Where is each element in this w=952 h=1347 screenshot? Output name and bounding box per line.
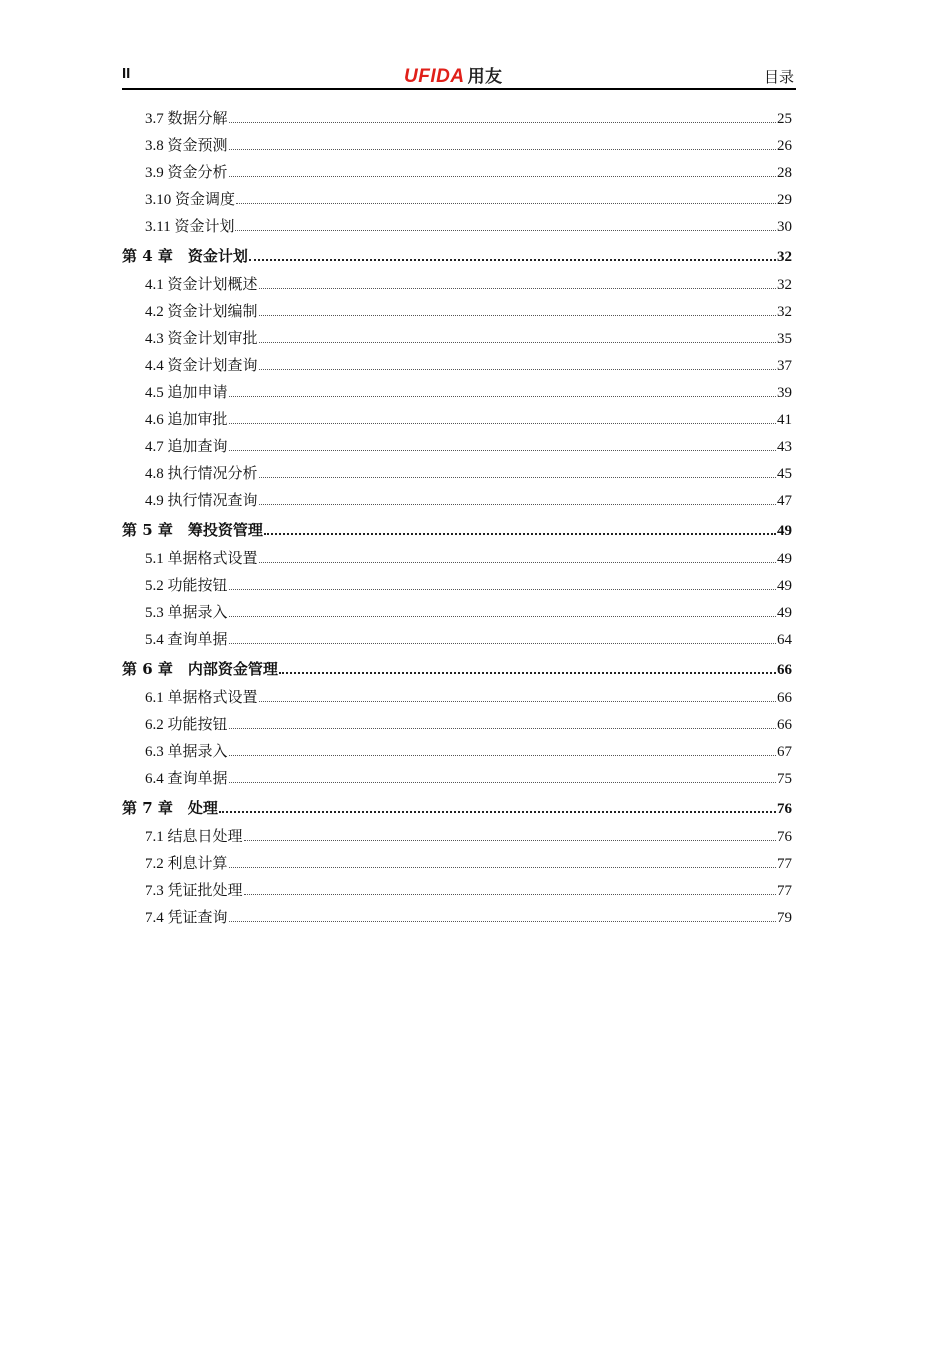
- toc-entry[interactable]: [122, 461, 792, 488]
- dot-leader: [235, 230, 776, 231]
- toc-entry[interactable]: [122, 326, 792, 353]
- toc-entry-title: 4.1 资金计划概述: [145, 277, 258, 293]
- dot-leader: [229, 396, 776, 397]
- toc-entry-title: 4.9 执行情况查询: [145, 493, 258, 509]
- dot-leader: [229, 755, 776, 756]
- toc-entry-page: 49: [777, 605, 792, 621]
- dot-leader: [236, 203, 776, 204]
- toc-entry-page: 79: [777, 910, 792, 926]
- toc-entry[interactable]: [122, 712, 792, 739]
- dot-leader: [279, 672, 776, 674]
- dot-leader: [229, 149, 776, 150]
- toc-entry-page: 37: [777, 358, 792, 374]
- toc-entry[interactable]: [122, 627, 792, 654]
- toc-entry-title: 4.8 执行情况分析: [145, 466, 258, 482]
- toc-entry-title: 3.7 数据分解: [145, 111, 228, 127]
- toc-entry-title: 6.1 单据格式设置: [145, 690, 258, 706]
- toc-entry-page: 43: [777, 439, 792, 455]
- toc-entry-title: 4.2 资金计划编制: [145, 304, 258, 320]
- toc-entry-title: 7.4 凭证查询: [145, 910, 228, 926]
- ufida-logo: [404, 62, 503, 88]
- toc-entry-title: 4.3 资金计划审批: [145, 331, 258, 347]
- toc-entry-title: 4.5 追加申请: [145, 385, 228, 401]
- toc-entry[interactable]: [122, 407, 792, 434]
- toc-entry[interactable]: [122, 380, 792, 407]
- toc-entry-page: 77: [777, 856, 792, 872]
- toc-entry-title: 第 6 章 内部资金管理: [122, 660, 278, 678]
- dot-leader: [259, 504, 776, 505]
- toc-entry-page: 39: [777, 385, 792, 401]
- dot-leader: [229, 643, 776, 644]
- toc-entry-page: 32: [777, 304, 792, 320]
- dot-leader: [229, 728, 776, 729]
- toc-entry-page: 76: [777, 829, 792, 845]
- toc-entry[interactable]: [122, 353, 792, 380]
- toc-entry-page: 47: [777, 493, 792, 509]
- toc-entry-title: 5.2 功能按钮: [145, 578, 228, 594]
- dot-leader: [219, 811, 776, 813]
- logo-cn: 用友: [467, 67, 503, 87]
- dot-leader: [259, 288, 776, 289]
- dot-leader: [259, 342, 776, 343]
- dot-leader: [259, 315, 776, 316]
- toc-entry-page: 66: [777, 717, 792, 733]
- toc-entry-title: 5.4 查询单据: [145, 632, 228, 648]
- dot-leader: [229, 921, 776, 922]
- toc-entry-page: 25: [777, 111, 792, 127]
- dot-leader: [259, 477, 776, 478]
- toc-chapter-entry[interactable]: [122, 241, 792, 272]
- toc-entry[interactable]: [122, 187, 792, 214]
- toc-entry-page: 67: [777, 744, 792, 760]
- toc-entry-page: 66: [777, 662, 792, 678]
- toc-entry[interactable]: [122, 214, 792, 241]
- toc-entry-title: 6.3 单据录入: [145, 744, 228, 760]
- toc-entry[interactable]: [122, 299, 792, 326]
- dot-leader: [229, 782, 776, 783]
- section-label: 目录: [763, 70, 794, 86]
- toc-entry-page: 77: [777, 883, 792, 899]
- dot-leader: [229, 450, 776, 451]
- toc-entry[interactable]: [122, 488, 792, 515]
- toc-entry[interactable]: [122, 739, 792, 766]
- toc-entry-title: 3.11 资金计划: [145, 219, 235, 235]
- dot-leader: [229, 122, 776, 123]
- toc-entry-title: 3.9 资金分析: [145, 165, 228, 181]
- toc-entry[interactable]: [122, 546, 792, 573]
- toc-entry-title: 7.2 利息计算: [145, 856, 228, 872]
- dot-leader: [259, 562, 776, 563]
- toc-entry-title: 6.4 查询单据: [145, 771, 228, 787]
- dot-leader: [259, 369, 776, 370]
- dot-leader: [229, 176, 776, 177]
- toc-entry-page: 41: [777, 412, 792, 428]
- toc-entry-page: 30: [777, 219, 792, 235]
- dot-leader: [244, 894, 776, 895]
- toc-entry-title: 5.3 单据录入: [145, 605, 228, 621]
- toc-entry[interactable]: [122, 878, 792, 905]
- toc-entry-title: 3.10 资金调度: [145, 192, 236, 208]
- page-header: [122, 62, 796, 90]
- toc-entry-title: 第 5 章 筹投资管理: [122, 521, 263, 539]
- toc-entry-page: 49: [777, 551, 792, 567]
- toc-entry-page: 76: [777, 801, 792, 817]
- toc-entry[interactable]: [122, 824, 792, 851]
- dot-leader: [229, 867, 776, 868]
- logo-brand: UFIDA: [404, 66, 465, 87]
- toc-entry[interactable]: [122, 905, 792, 932]
- toc-chapter-entry[interactable]: [122, 515, 792, 546]
- toc-entry[interactable]: [122, 106, 792, 133]
- toc-entry-page: 49: [777, 523, 792, 539]
- toc-entry-page: 29: [777, 192, 792, 208]
- toc-chapter-entry[interactable]: [122, 654, 792, 685]
- dot-leader: [249, 259, 776, 261]
- toc-entry-title: 4.7 追加查询: [145, 439, 228, 455]
- toc-entry-title: 4.4 资金计划查询: [145, 358, 258, 374]
- toc-entry[interactable]: [122, 685, 792, 712]
- dot-leader: [264, 533, 776, 535]
- toc-chapter-entry[interactable]: [122, 793, 792, 824]
- toc-entry-title: 7.3 凭证批处理: [145, 883, 243, 899]
- toc-entry-page: 28: [777, 165, 792, 181]
- toc-entry-page: 35: [777, 331, 792, 347]
- toc-entry-title: 6.2 功能按钮: [145, 717, 228, 733]
- toc-entry[interactable]: [122, 434, 792, 461]
- dot-leader: [229, 589, 776, 590]
- toc-entry[interactable]: [122, 851, 792, 878]
- toc-entry-page: 64: [777, 632, 792, 648]
- page-number: II: [122, 65, 131, 82]
- toc-entry-title: 第 7 章 处理: [122, 799, 218, 817]
- dot-leader: [259, 701, 776, 702]
- toc-entry[interactable]: [122, 272, 792, 299]
- toc-entry-page: 66: [777, 690, 792, 706]
- toc-entry-page: 49: [777, 578, 792, 594]
- toc-entry[interactable]: [122, 573, 792, 600]
- toc-entry-title: 3.8 资金预测: [145, 138, 228, 154]
- toc-entry-page: 75: [777, 771, 792, 787]
- dot-leader: [244, 840, 776, 841]
- toc-entry[interactable]: [122, 133, 792, 160]
- toc-entry-page: 32: [777, 277, 792, 293]
- dot-leader: [229, 423, 776, 424]
- toc-entry[interactable]: [122, 766, 792, 793]
- toc-entry[interactable]: [122, 600, 792, 627]
- toc-entry-title: 第 4 章 资金计划: [122, 247, 248, 265]
- toc-entry-page: 26: [777, 138, 792, 154]
- toc-entry-page: 32: [777, 249, 792, 265]
- toc-entry[interactable]: [122, 160, 792, 187]
- table-of-contents: [122, 106, 792, 932]
- toc-entry-title: 4.6 追加审批: [145, 412, 228, 428]
- toc-entry-page: 45: [777, 466, 792, 482]
- dot-leader: [229, 616, 776, 617]
- toc-entry-title: 5.1 单据格式设置: [145, 551, 258, 567]
- toc-entry-title: 7.1 结息日处理: [145, 829, 243, 845]
